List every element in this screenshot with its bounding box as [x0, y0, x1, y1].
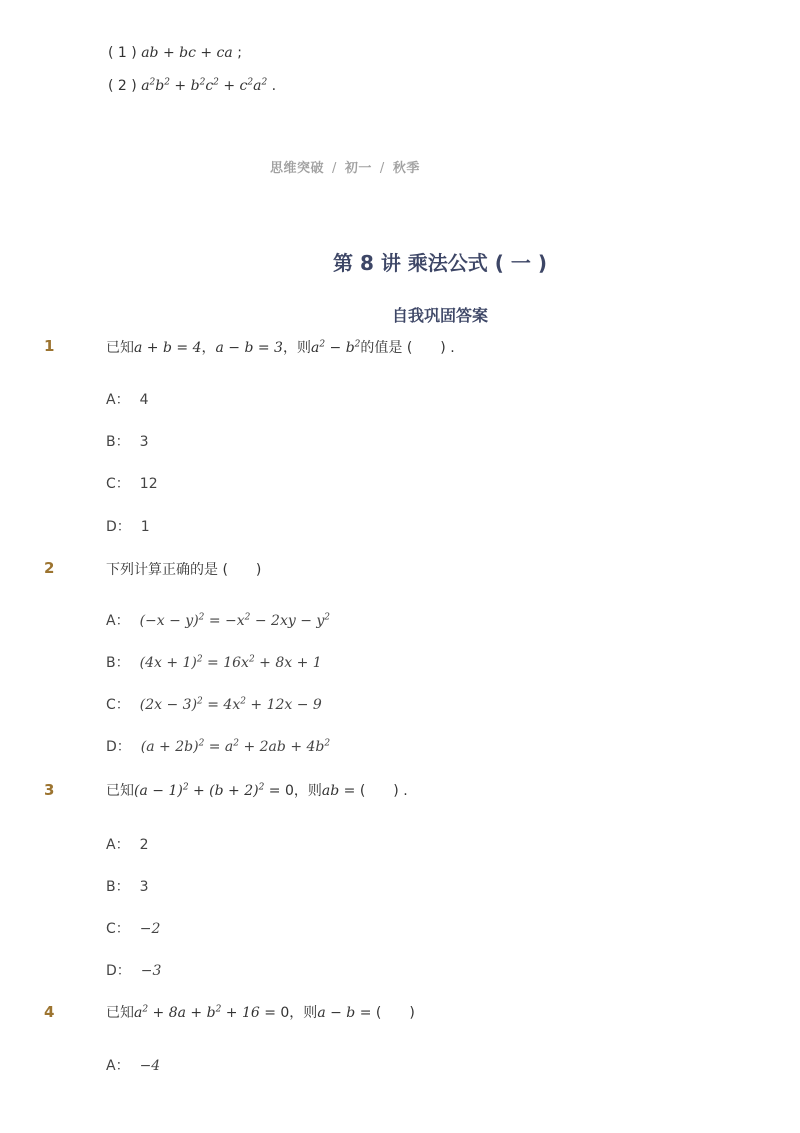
option-d[interactable] [106, 736, 330, 756]
math-expression: $a^2b^2 + b^2c^2 + c^2a^2$ [141, 77, 268, 94]
math-expression: $a^2 + 8a + b^2 + 16$ [134, 1004, 260, 1021]
math-expression: a + b = 4 [134, 340, 202, 356]
stem-text: ， [201, 340, 216, 356]
question-number: 1 [44, 337, 55, 355]
option-label: A： [106, 392, 130, 408]
question-stem: 下列计算正确的是 ( ) [106, 562, 262, 578]
breadcrumb-item-term: 秋季 [392, 161, 420, 176]
math-expression: $(2x - 3)^2 = 4x^2 + 12x - 9$ [139, 696, 322, 713]
question-number: 3 [44, 781, 55, 799]
breadcrumb-separator: / [332, 161, 337, 176]
option-text: −2 [139, 921, 161, 937]
option-label: A： [106, 837, 130, 853]
math-expression: $(a + 2b)^2 = a^2 + 2ab + 4b^2$ [140, 738, 331, 755]
punctuation: ; [237, 45, 242, 61]
item-prefix: ( 2 ) [108, 78, 137, 94]
option-label: D： [106, 963, 131, 979]
question-stem [106, 1002, 415, 1022]
option-label: C： [106, 476, 130, 492]
stem-text: 的值是 ( ) . [360, 340, 455, 356]
stem-text: = ( ) [355, 1005, 415, 1021]
option-text: −4 [139, 1058, 161, 1074]
option-a[interactable] [106, 834, 149, 854]
option-label: D： [106, 519, 131, 535]
option-text: 2 [139, 837, 149, 853]
stem-text: = 0，则 [264, 783, 322, 799]
option-d[interactable] [106, 960, 161, 980]
option-b[interactable] [106, 652, 322, 672]
stem-text: 已知 [106, 340, 134, 356]
breadcrumb-separator: / [379, 161, 385, 176]
item-prefix: ( 1 ) [108, 45, 137, 61]
option-text: −3 [140, 963, 162, 979]
punctuation: . [271, 78, 277, 94]
stem-text: = ( ) . [339, 783, 408, 799]
section-title: 自我巩固答案 [391, 306, 488, 325]
math-expression: $(4x + 1)^2 = 16x^2 + 8x + 1$ [139, 654, 322, 671]
option-label: C： [106, 921, 130, 937]
option-b[interactable] [106, 431, 149, 451]
question-number: 2 [44, 559, 55, 577]
option-text: 1 [140, 519, 150, 535]
math-expression: $(a - 1)^2 + (b + 2)^2$ [134, 782, 265, 799]
option-label: B： [106, 655, 130, 671]
option-c[interactable] [106, 918, 160, 938]
math-expression: a − b [317, 1005, 356, 1021]
option-a[interactable] [106, 389, 149, 409]
breadcrumb-item-grade: 初一 [344, 161, 372, 176]
option-c[interactable] [106, 694, 322, 714]
math-expression: $(-x - y)^2 = -x^2 - 2xy - y^2$ [139, 612, 331, 629]
breadcrumb [270, 157, 420, 176]
math-expression: ab [321, 783, 340, 799]
math-expression: ab + bc + ca [141, 45, 233, 61]
question-stem [106, 780, 408, 800]
math-expression: $a^2 - b^2$ [310, 339, 361, 356]
stem-text: ，则 [282, 340, 311, 356]
previous-exercise-line-1 [108, 45, 242, 61]
option-label: B： [106, 879, 130, 895]
option-label: A： [106, 1058, 130, 1074]
option-label: C： [106, 697, 130, 713]
option-label: B： [106, 434, 130, 450]
stem-text: 已知 [106, 783, 134, 799]
option-text: 3 [139, 434, 149, 450]
option-text: 4 [139, 392, 149, 408]
option-a[interactable] [106, 610, 330, 630]
option-label: A： [106, 613, 130, 629]
question-stem [106, 337, 455, 357]
option-b[interactable] [106, 876, 149, 896]
option-c[interactable] [106, 473, 158, 493]
breadcrumb-item-course: 思维突破 [270, 161, 325, 176]
option-label: D： [106, 739, 131, 755]
math-expression: a − b = 3 [215, 340, 283, 356]
stem-text: 已知 [106, 1005, 134, 1021]
lesson-title: 第 8 讲 乘法公式 ( 一 ) [333, 251, 547, 275]
stem-text: = 0，则 [259, 1005, 318, 1021]
option-a[interactable] [106, 1055, 160, 1075]
option-text: 3 [139, 879, 149, 895]
option-text: 12 [139, 476, 158, 492]
previous-exercise-line-2 [108, 78, 276, 94]
question-number: 4 [44, 1003, 55, 1021]
option-d[interactable] [106, 516, 150, 536]
